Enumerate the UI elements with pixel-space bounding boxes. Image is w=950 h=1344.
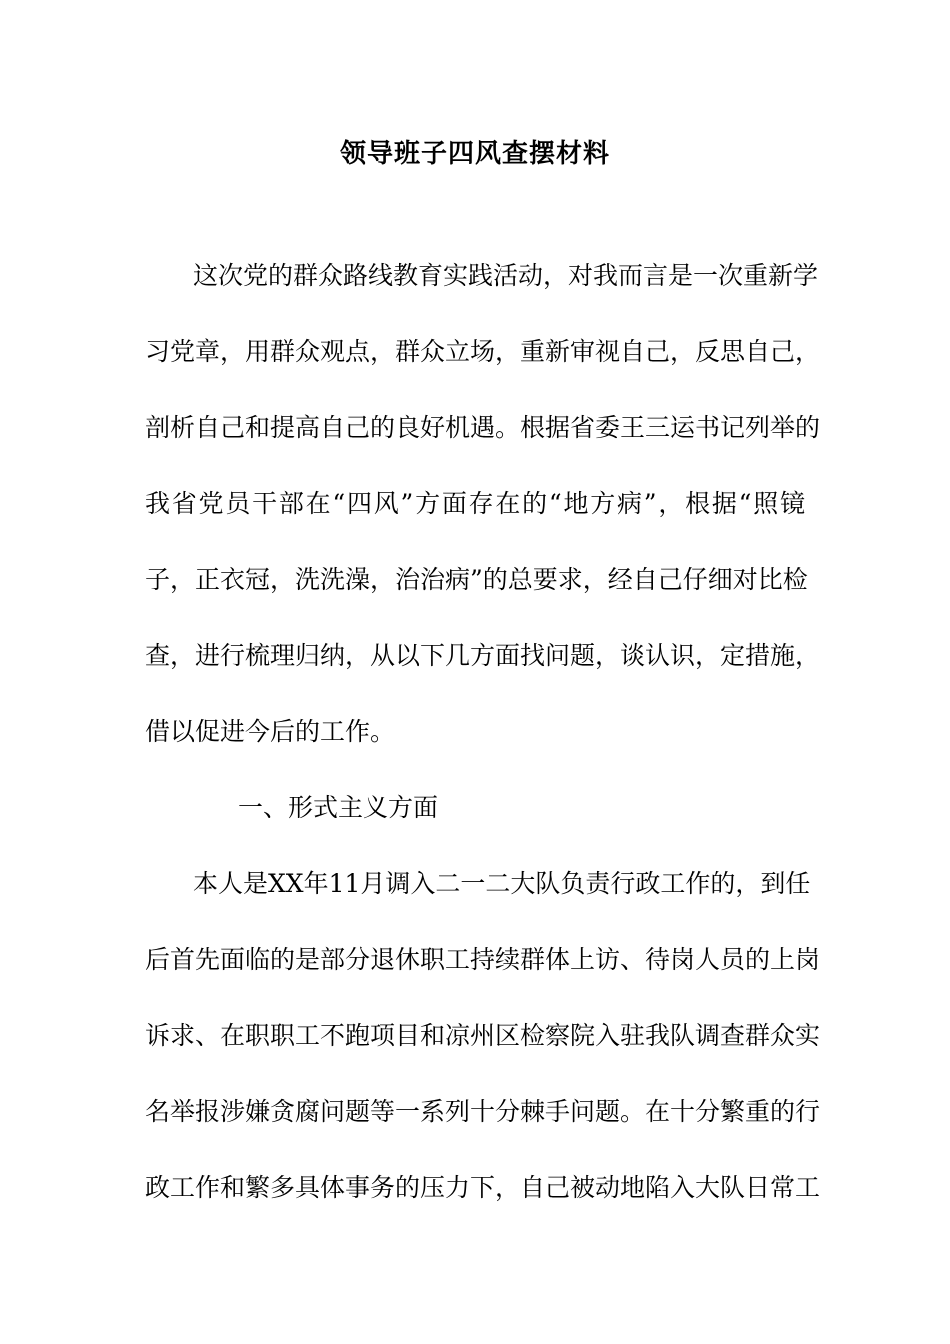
document-title: 领导班子四风查摆材料 <box>339 139 610 169</box>
paragraph-line: 借以促进今后的工作。 <box>145 717 396 746</box>
paragraph-line: 剖析自己和提高自己的良好机遇。根据省委王三运书记列举的 <box>145 413 821 442</box>
paragraph-line: 本人是XX年11月调入二一二大队负责行政工作的，到任 <box>193 869 811 898</box>
paragraph-line: 政工作和繁多具体事务的压力下，自己被动地陷入大队日常工 <box>145 1173 821 1202</box>
paragraph-line: 习党章，用群众观点，群众立场，重新审视自己，反思自己， <box>145 337 821 366</box>
paragraph-line: 子，正衣冠，洗洗澡，治治病”的总要求，经自己仔细对比检 <box>145 565 808 594</box>
paragraph-line: 我省党员干部在“四风”方面存在的“地方病”，根据“照镜 <box>145 489 805 518</box>
paragraph-line: 查，进行梳理归纳，从以下几方面找问题，谈认识，定措施， <box>145 641 821 670</box>
paragraph-line: 诉求、在职职工不跑项目和凉州区检察院入驻我队调查群众实 <box>145 1021 821 1050</box>
paragraph-line: 名举报涉嫌贪腐问题等一系列十分棘手问题。在十分繁重的行 <box>145 1097 821 1126</box>
paragraph-line: 后首先面临的是部分退休职工持续群体上访、待岗人员的上岗 <box>145 945 821 974</box>
paragraph-line: 这次党的群众路线教育实践活动，对我而言是一次重新学 <box>193 261 819 290</box>
section-heading: 一、形式主义方面 <box>238 793 439 822</box>
